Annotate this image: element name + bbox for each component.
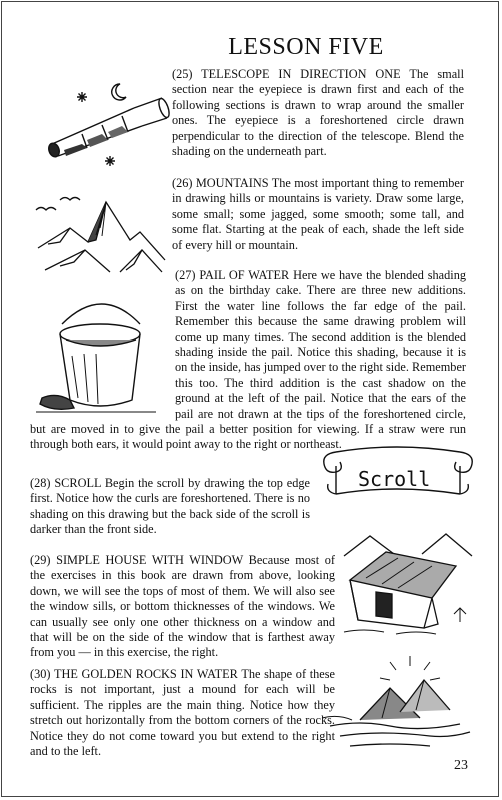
lesson-27-block	[30, 268, 466, 453]
lesson-26-text: (26) MOUNTAINS The most important thing to remember in drawing hills or mountains is variety. Draw some large, some small; some jagged, some smooth; some tall, and some flat. Starting at the peak of each, shade the left side of every hill or mountain.	[172, 176, 464, 252]
lesson-27-text: (27) PAIL OF WATER Here we have the blended shading as on the birthday cake. There are three new additions. First the water line follows the far edge of the pail. Remember this because the same drawing problem will come up many times. The second addition is the blended shading inside the pail. Notice this shading, because it is on the inside, has jumped over to the right side. Remember this too. The third addition is the cast shadow on the ground at the left of the pail. Notice that the ears of the pail are not drawn at the tips of the foreshortened circle, but are moved in to give the pail a better position for viewing. If a straw were run through both ears, it would point away to the right or northeast.	[30, 268, 466, 452]
lesson-25-text: (25) TELESCOPE IN DIRECTION ONE The small section near the eyepiece is drawn first and each of the following sections is drawn to wrap around the smaller ones. The eyepiece is a foreshortened circle drawn perpendicular to the direction of the telescope. Blend the shading on the underneath part.	[172, 67, 464, 159]
house-illustration	[336, 528, 476, 638]
telescope-illustration	[42, 78, 170, 168]
lesson-28-text: (28) SCROLL Begin the scroll by drawing the top edge first. Notice how the curls are foreshortened. There is no shading on this drawing but the back side of the scroll is darker than the front side.	[30, 476, 310, 537]
mountains-illustration	[30, 180, 170, 280]
scroll-label: Scroll	[358, 467, 431, 491]
lesson-30-text: (30) THE GOLDEN ROCKS IN WATER The shape of these rocks is not important, just a mound for each will be sufficient. The ripples are the main thing. Notice how they stretch out horizontally from the bottom corners of the rocks. Notice they do not come toward you but extend to the right and to the left.	[30, 667, 335, 759]
page-title: LESSON FIVE	[228, 34, 384, 60]
lesson-29-text: (29) SIMPLE HOUSE WITH WINDOW Because most of the exercises in this book are drawn from above, looking down, we will see the tops of most of them. We will also see the window sills, or bottom thicknesses of the windows. We can usually see only one other thickness on a window and that will be on the side of the window that is farthest away from you — in this exercise, the right.	[30, 553, 335, 660]
page-number: 23	[454, 758, 468, 773]
rocks-illustration	[320, 648, 480, 758]
pail-float-spacer	[30, 268, 173, 408]
